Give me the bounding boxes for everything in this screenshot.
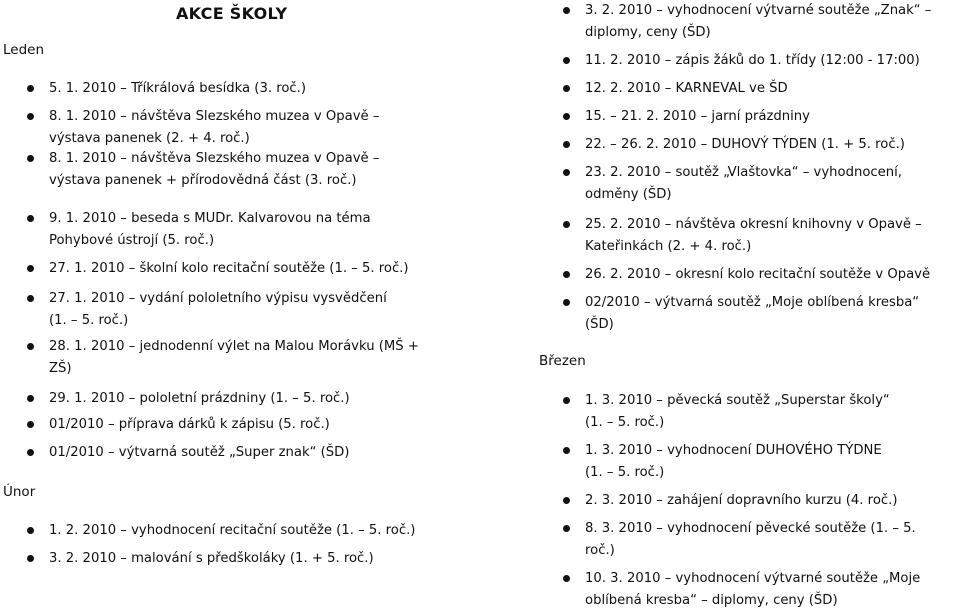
list-item-text: (1. – 5. roč.) — [49, 313, 129, 328]
list-item — [27, 442, 427, 464]
list-item-text: oblíbená kresba“ – diplomy, ceny (ŠD) — [585, 593, 838, 608]
list-item-text: 11. 2. 2010 – zápis žáků do 1. třídy (12:00 - 17:00) — [585, 53, 920, 68]
bullet-icon — [27, 555, 34, 562]
list-item — [563, 440, 958, 484]
list-item-text: 23. 2. 2010 – soutěž „Vlaštovka“ – vyhodnocení, — [585, 165, 902, 180]
list-item — [563, 134, 958, 156]
bullet-icon — [27, 343, 34, 350]
list-item-text: 25. 2. 2010 – návštěva okresní knihovny v Opavě – — [585, 217, 922, 232]
bullet-icon — [563, 575, 570, 582]
bullet-icon — [563, 7, 570, 14]
list-item — [563, 162, 958, 206]
bullet-icon — [27, 421, 34, 428]
list-item-text: 8. 1. 2010 – návštěva Slezského muzea v Opavě – — [49, 151, 380, 166]
bullet-icon — [27, 395, 34, 402]
list-item-text: 27. 1. 2010 – školní kolo recitační soutěže (1. – 5. roč.) — [49, 261, 409, 276]
list-item-text: 3. 2. 2010 – malování s předškoláky (1. + 5. roč.) — [49, 551, 374, 566]
bullet-icon — [27, 155, 34, 162]
list-item-text: Kateřinkách (2. + 4. roč.) — [585, 239, 752, 254]
list-item-text: 02/2010 – výtvarná soutěž „Moje oblíbená kresba“ — [585, 295, 920, 310]
bullet-icon — [563, 221, 570, 228]
list-item — [563, 214, 958, 258]
list-item — [27, 414, 427, 436]
list-item-text: 10. 3. 2010 – vyhodnocení výtvarné soutěže „Moje — [585, 571, 921, 586]
list-item — [563, 490, 958, 512]
list-item-text: 3. 2. 2010 – vyhodnocení výtvarné soutěže „Znak“ – — [585, 3, 932, 18]
list-item-text: 5. 1. 2010 – Tříkrálová besídka (3. roč.) — [49, 81, 307, 96]
bullet-icon — [563, 299, 570, 306]
list-item — [563, 390, 958, 434]
list-item — [563, 50, 958, 72]
list-item-text: 1. 3. 2010 – pěvecká soutěž „Superstar školy“ — [585, 393, 890, 408]
bullet-icon — [27, 295, 34, 302]
list-item-text: 22. – 26. 2. 2010 – DUHOVÝ TÝDEN (1. + 5. roč.) — [585, 137, 905, 152]
list-item — [563, 106, 958, 128]
bullet-icon — [563, 169, 570, 176]
bullet-icon — [563, 397, 570, 404]
list-item-text: výstava panenek (2. + 4. roč.) — [49, 131, 250, 146]
bullet-icon — [27, 265, 34, 272]
list-item — [563, 518, 958, 562]
list-item-text: (1. – 5. roč.) — [585, 415, 665, 430]
bullet-icon — [27, 215, 34, 222]
list-item — [27, 288, 427, 332]
list-item — [27, 148, 427, 192]
list-item — [563, 264, 958, 286]
list-item — [27, 106, 427, 150]
month-heading-brezen: Březen — [539, 353, 586, 369]
list-item — [27, 258, 427, 280]
list-item-text: 12. 2. 2010 – KARNEVAL ve ŠD — [585, 81, 788, 96]
list-item-text: 01/2010 – příprava dárků k zápisu (5. roč.) — [49, 417, 330, 432]
month-heading-leden: Leden — [3, 42, 45, 58]
list-item-text: 1. 3. 2010 – vyhodnocení DUHOVÉHO TÝDNE — [585, 443, 882, 458]
list-item — [563, 568, 958, 612]
list-item-text: 8. 1. 2010 – návštěva Slezského muzea v Opavě – — [49, 109, 380, 124]
list-item-text: výstava panenek + přírodovědná část (3. roč.) — [49, 173, 357, 188]
list-item — [27, 548, 427, 570]
list-item — [27, 388, 427, 410]
list-item-text: 8. 3. 2010 – vyhodnocení pěvecké soutěže (1. – 5. — [585, 521, 916, 536]
list-item — [563, 0, 958, 44]
bullet-icon — [563, 57, 570, 64]
list-item — [563, 292, 958, 336]
page-title: AKCE ŠKOLY — [176, 4, 288, 23]
list-item-text: 9. 1. 2010 – beseda s MUDr. Kalvarovou na téma — [49, 211, 371, 226]
bullet-icon — [563, 113, 570, 120]
list-item-text: 28. 1. 2010 – jednodenní výlet na Malou Morávku (MŠ + — [49, 339, 419, 354]
list-item-text: (1. – 5. roč.) — [585, 465, 665, 480]
list-item-text: 26. 2. 2010 – okresní kolo recitační soutěže v Opavě — [585, 267, 931, 282]
list-item-text: Pohybové ústrojí (5. roč.) — [49, 233, 215, 248]
list-item-text: 15. – 21. 2. 2010 – jarní prázdniny — [585, 109, 810, 124]
list-item-text: roč.) — [585, 543, 615, 558]
list-item-text: 1. 2. 2010 – vyhodnocení recitační soutěže (1. – 5. roč.) — [49, 523, 416, 538]
list-item-text: 27. 1. 2010 – vydání pololetního výpisu vysvědčení — [49, 291, 387, 306]
list-item — [27, 520, 427, 542]
list-item — [27, 208, 427, 252]
bullet-icon — [563, 525, 570, 532]
list-item-text: 29. 1. 2010 – pololetní prázdniny (1. – 5. roč.) — [49, 391, 350, 406]
bullet-icon — [27, 85, 34, 92]
month-heading-unor: Únor — [3, 484, 36, 500]
bullet-icon — [563, 497, 570, 504]
bullet-icon — [563, 447, 570, 454]
list-item — [27, 78, 427, 100]
bullet-icon — [563, 271, 570, 278]
list-item-text: 2. 3. 2010 – zahájení dopravního kurzu (4. roč.) — [585, 493, 898, 508]
list-item-text: 01/2010 – výtvarná soutěž „Super znak“ (ŠD) — [49, 445, 350, 460]
list-item-text: diplomy, ceny (ŠD) — [585, 25, 711, 40]
list-item — [563, 78, 958, 100]
bullet-icon — [27, 449, 34, 456]
bullet-icon — [27, 113, 34, 120]
list-item-text: odměny (ŠD) — [585, 187, 672, 202]
bullet-icon — [563, 85, 570, 92]
list-item — [27, 336, 427, 380]
bullet-icon — [563, 141, 570, 148]
bullet-icon — [27, 527, 34, 534]
list-item-text: ZŠ) — [49, 361, 72, 376]
list-item-text: (ŠD) — [585, 317, 614, 332]
